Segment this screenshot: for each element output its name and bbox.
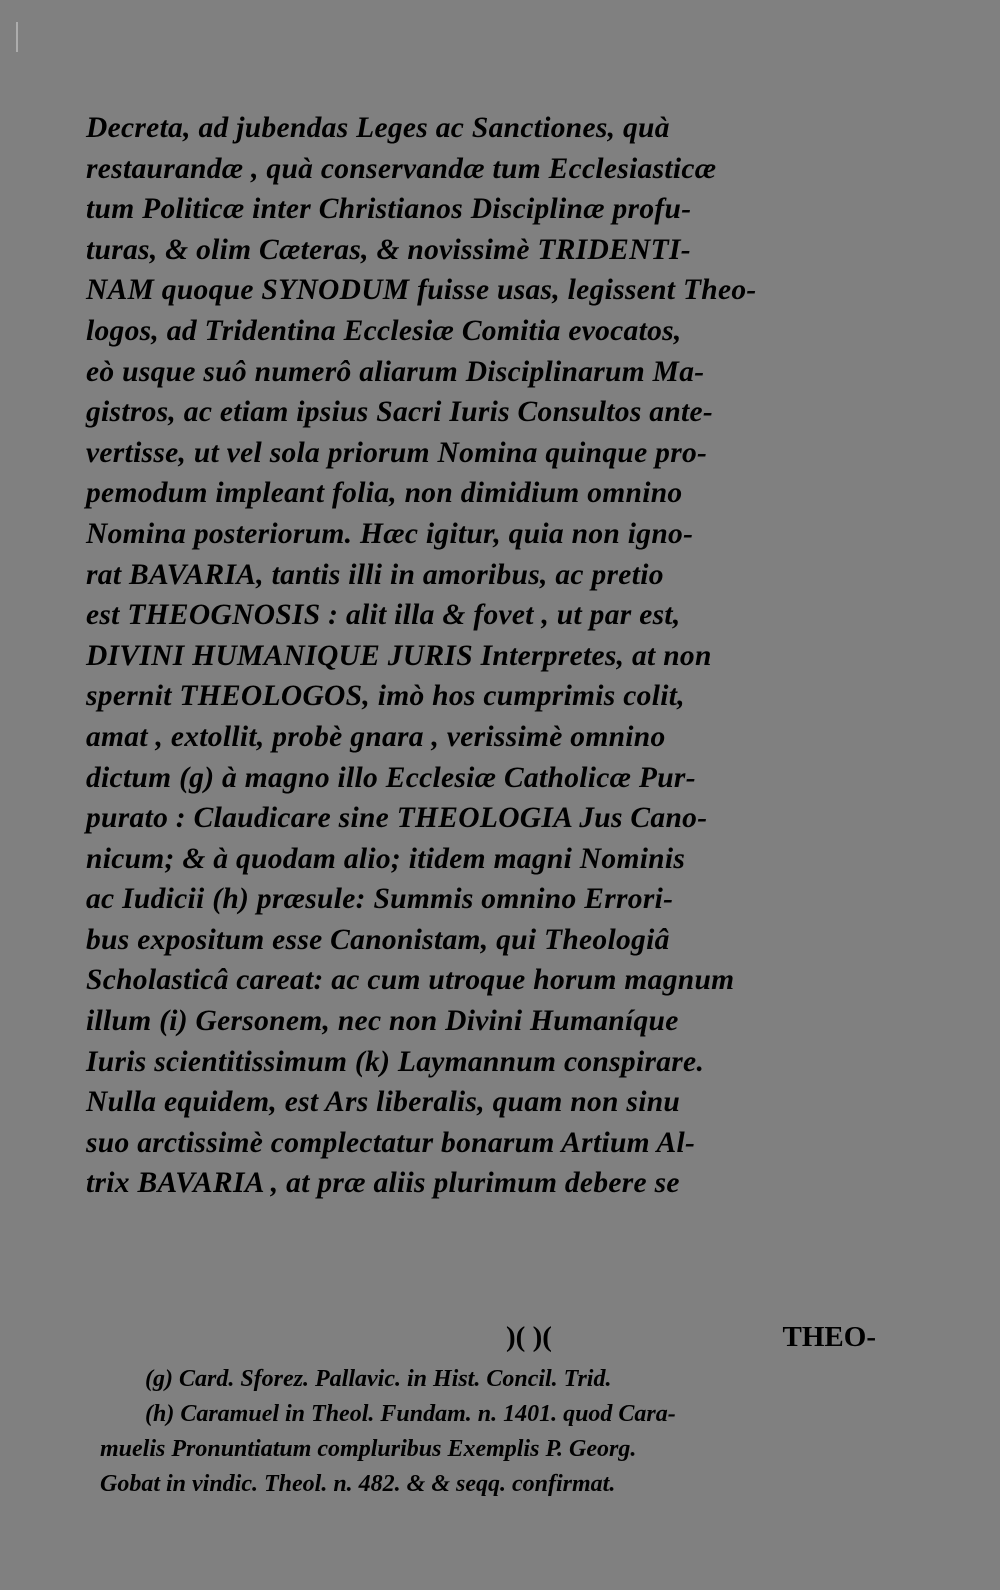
text-line: bus expositum esse Canonistam, qui Theologiâ bbox=[86, 923, 670, 956]
text-line: Decreta, ad jubendas Leges ac Sanctiones, quà bbox=[86, 112, 670, 144]
text-line: NAM quoque SYNODUM fuisse usas, legissent Theo- bbox=[86, 274, 757, 307]
text-line: trix BAVARIA , at præ aliis plurimum debere se bbox=[86, 1167, 680, 1200]
text-line: amat , extollit, probè gnara , verissimè omnino bbox=[86, 720, 666, 753]
text-line: turas, & olim Cæteras, & novissimè TRIDENTI- bbox=[86, 233, 691, 266]
text-line: suo arctissimè complectatur bonarum Artium Al- bbox=[86, 1126, 696, 1159]
text-line: Nulla equidem, est Ars liberalis, quam non sinu bbox=[86, 1086, 681, 1119]
text-line: vertisse, ut vel sola priorum Nomina quinque pro- bbox=[86, 436, 708, 469]
text-line: purato : Claudicare sine THEOLOGIA Jus Cano- bbox=[86, 802, 708, 835]
text-line: nicum; & à quodam alio; itidem magni Nominis bbox=[86, 842, 686, 875]
text-line: gistros, ac etiam ipsius Sacri Iuris Consultos ante- bbox=[86, 396, 714, 429]
text-line: pemodum impleant folia, non dimidium omnino bbox=[86, 477, 683, 510]
margin-mark bbox=[16, 22, 26, 52]
text-line: Scholasticâ careat: ac cum utroque horum magnum bbox=[86, 964, 735, 997]
text-line: rat BAVARIA, tantis illi in amoribus, ac pretio bbox=[86, 558, 664, 591]
signature-row bbox=[86, 1317, 876, 1357]
text-line: est THEOGNOSIS : alit illa & fovet , ut par est, bbox=[86, 599, 681, 632]
text-line: Iuris scientitissimum (k) Laymannum conspirare. bbox=[86, 1045, 705, 1078]
footnotes bbox=[100, 1362, 890, 1502]
text-line: logos, ad Tridentina Ecclesiæ Comitia evocatos, bbox=[86, 314, 682, 347]
footnote-line: (h) Caramuel in Theol. Fundam. n. 1401. quod Cara- bbox=[145, 1401, 676, 1427]
text-line: dictum (g) à magno illo Ecclesiæ Catholicæ Pur- bbox=[86, 761, 696, 794]
footnote-line: Gobat in vindic. Theol. n. 482. & & seqq. confirmat. bbox=[100, 1471, 616, 1497]
footnote-line: (g) Card. Sforez. Pallavic. in Hist. Concil. Trid. bbox=[145, 1366, 612, 1392]
text-line: eò usque suô numerô aliarum Disciplinarum Ma- bbox=[86, 355, 705, 388]
text-line: tum Politicæ inter Christianos Disciplinæ profu- bbox=[86, 193, 692, 226]
text-line: restaurandæ , quà conservandæ tum Ecclesiasticæ bbox=[86, 152, 717, 185]
text-line: Nomina posteriorum. Hæc igitur, quia non igno- bbox=[86, 517, 694, 550]
text-line: DIVINI HUMANIQUE JURIS Interpretes, at non bbox=[86, 639, 712, 672]
signature-mark: )( )( bbox=[506, 1321, 552, 1353]
catchword: THEO- bbox=[782, 1321, 876, 1353]
text-line: ac Iudicii (h) præsule: Summis omnino Errori- bbox=[86, 883, 674, 916]
text-line: spernit THEOLOGOS, imò hos cumprimis colit, bbox=[86, 680, 685, 713]
footnote-line: muelis Pronuntiatum compluribus Exemplis P. Georg. bbox=[100, 1436, 637, 1462]
body-text bbox=[86, 108, 876, 1204]
text-line: illum (i) Gersonem, nec non Divini Humaníque bbox=[86, 1005, 679, 1038]
